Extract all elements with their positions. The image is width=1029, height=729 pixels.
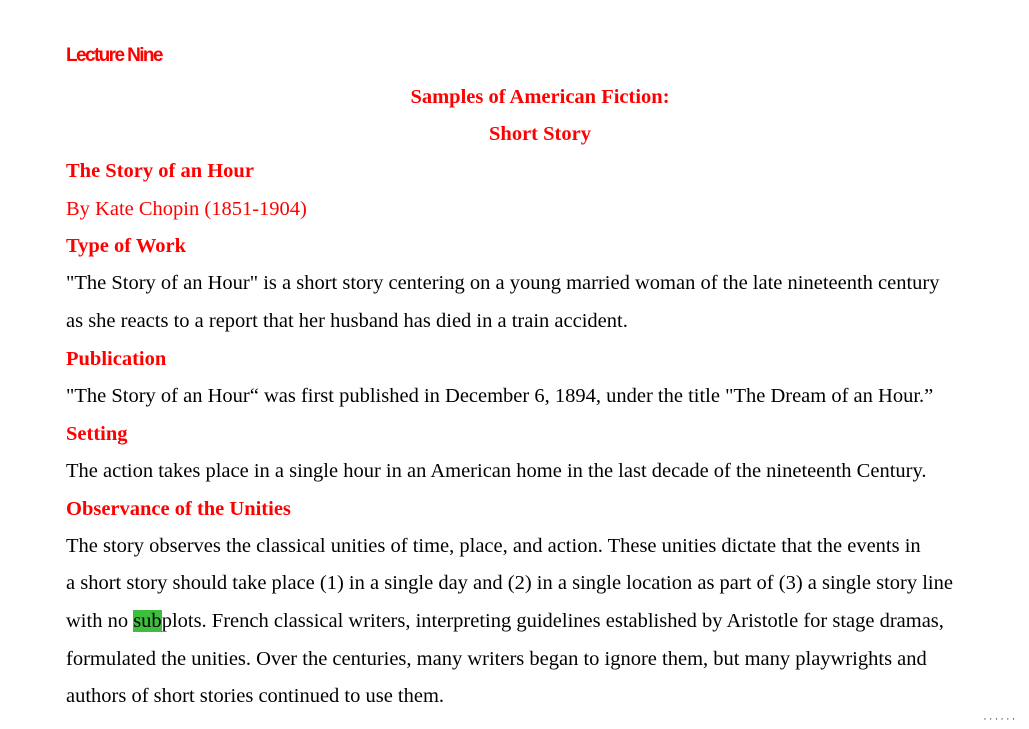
footer-marks: · · · · · · xyxy=(983,715,1015,725)
paragraph-line: "The Story of an Hour" is a short story centering on a young married woman of the late nineteenth century xyxy=(66,272,940,294)
paragraph-line: authors of short stories continued to use them. xyxy=(66,685,445,707)
paragraph-line: "The Story of an Hour“ was first published in December 6, 1894, under the title "The Dream of an Hour.” xyxy=(66,385,934,407)
text-segment: with no xyxy=(66,610,134,632)
paragraph-line: The action takes place in a single hour in an American home in the last decade of the nineteenth Century. xyxy=(66,460,927,482)
page-subtitle: Short Story xyxy=(489,123,591,145)
text-segment: plots. French classical writers, interpreting guidelines established by Aristotle for stage dramas, xyxy=(161,610,944,632)
section-heading-setting: Setting xyxy=(66,423,128,445)
paragraph-line: The story observes the classical unities of time, place, and action. These unities dictate that the events in xyxy=(66,535,921,557)
paragraph-line: a short story should take place (1) in a single day and (2) in a single location as part of (3) a single story line xyxy=(66,572,953,594)
section-heading-type-of-work: Type of Work xyxy=(66,235,186,257)
section-heading-publication: Publication xyxy=(66,348,167,370)
section-heading-unities: Observance of the Unities xyxy=(66,498,291,520)
lecture-label: Lecture Nine xyxy=(66,45,162,66)
story-title: The Story of an Hour xyxy=(66,160,254,182)
highlighted-text: sub xyxy=(133,610,162,632)
paragraph-line: as she reacts to a report that her husband has died in a train accident. xyxy=(66,310,628,332)
paragraph-line: formulated the unities. Over the centuries, many writers began to ignore them, but many playwrights and xyxy=(66,648,927,670)
page-title: Samples of American Fiction: xyxy=(410,86,670,108)
story-author: By Kate Chopin (1851-1904) xyxy=(66,198,307,220)
paragraph-line xyxy=(66,611,944,632)
